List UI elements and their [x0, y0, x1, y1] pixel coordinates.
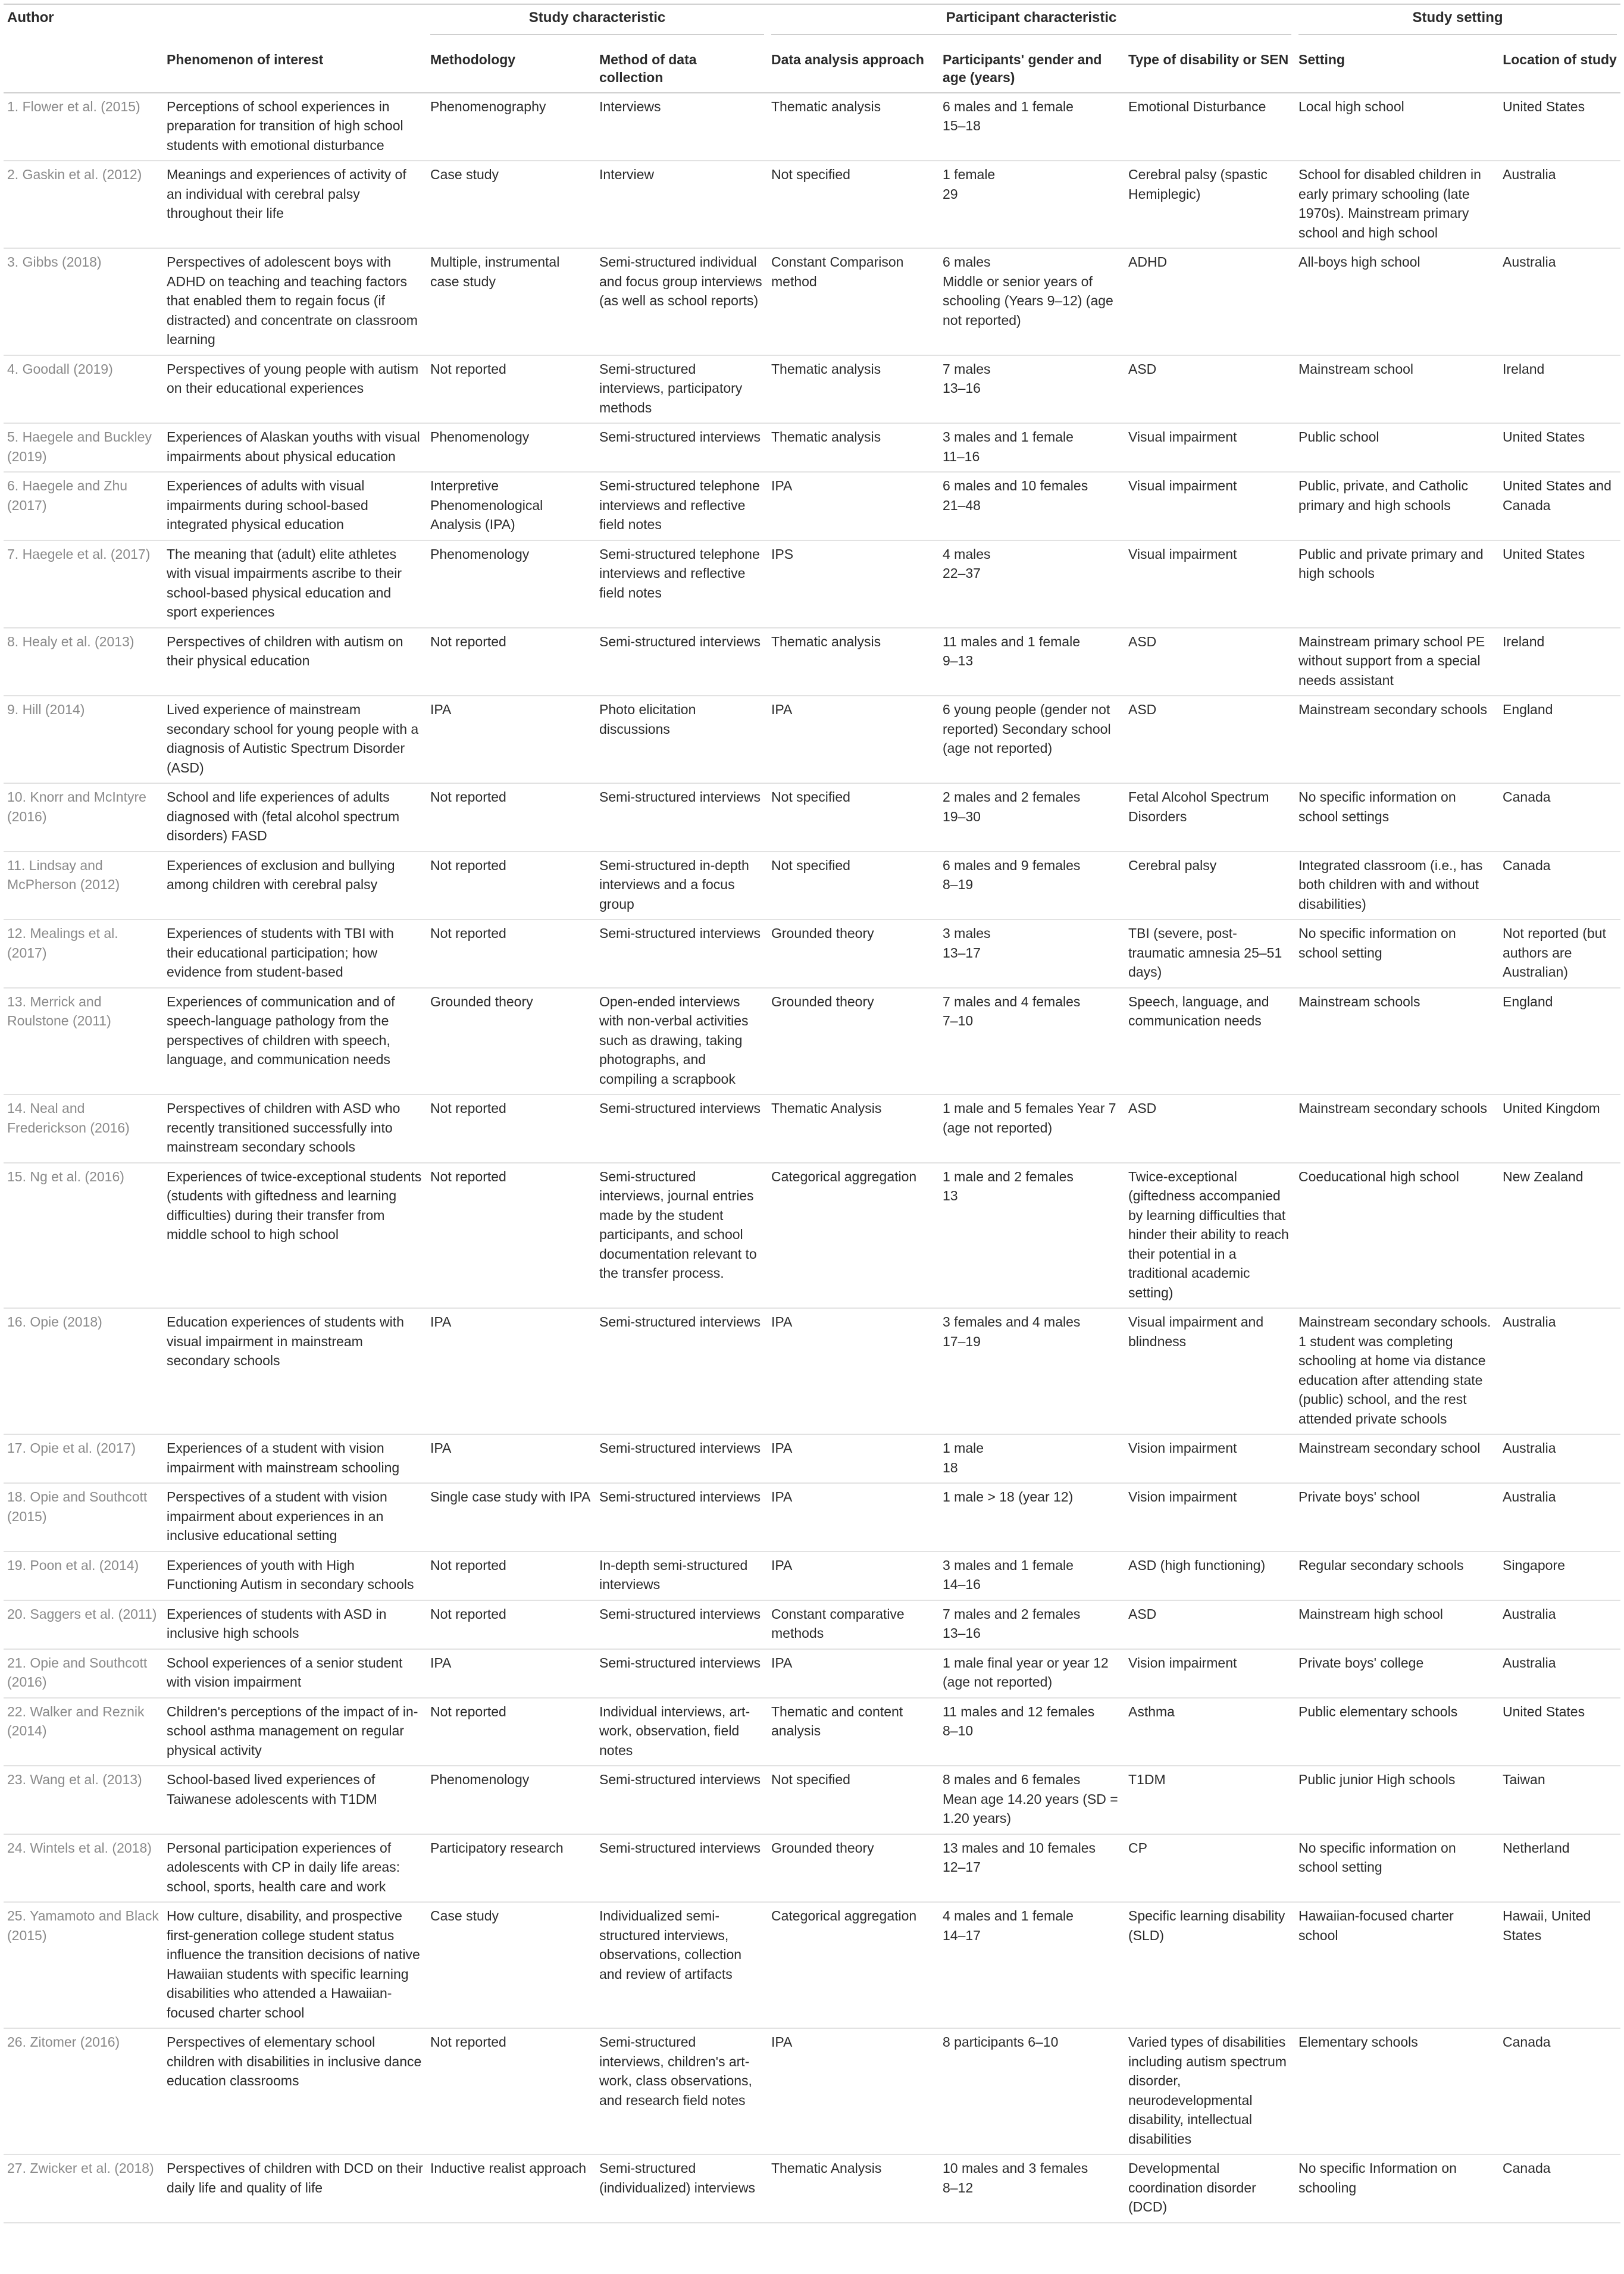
- cell-data-collection: Semi-structured (individualized) interviews: [596, 2154, 768, 2223]
- study-characteristics-table: [4, 4, 1620, 2223]
- cell-phenomenon: The meaning that (adult) elite athletes with visual impairments ascribe to their school-based physical education and sport experiences: [163, 540, 427, 628]
- table-row: [4, 1834, 1620, 1903]
- cell-disability: Vision impairment: [1125, 1649, 1295, 1698]
- table-row: [4, 2028, 1620, 2154]
- cell-location: Taiwan: [1499, 1766, 1620, 1834]
- cell-data-collection: Semi-structured individual and focus group interviews (as well as school reports): [596, 248, 768, 355]
- cell-setting: Public elementary schools: [1295, 1698, 1499, 1766]
- cell-methodology: IPA: [427, 1308, 596, 1434]
- cell-analysis: IPA: [768, 1434, 939, 1483]
- cell-author: 21. Opie and Southcott (2016): [4, 1649, 163, 1698]
- cell-author: 13. Merrick and Roulstone (2011): [4, 988, 163, 1095]
- table-row: [4, 1552, 1620, 1600]
- table-row: [4, 540, 1620, 628]
- cell-methodology: Phenomenology: [427, 540, 596, 628]
- table-row: [4, 696, 1620, 783]
- cell-analysis: IPA: [768, 1308, 939, 1434]
- cell-methodology: Not reported: [427, 355, 596, 424]
- cell-phenomenon: How culture, disability, and prospective first-generation college student status influence the transition decisions of native Hawaiian students with specific learning disabilities who attended a Hawaiian-focused charter school: [163, 1902, 427, 2028]
- col-analysis: Data analysis approach: [768, 46, 939, 93]
- cell-analysis: Thematic Analysis: [768, 1094, 939, 1163]
- cell-setting: Mainstream schools: [1295, 988, 1499, 1095]
- cell-participants: 10 males and 3 females 8–12: [939, 2154, 1125, 2223]
- author-header: Author: [4, 4, 163, 46]
- cell-disability: Cerebral palsy (spastic Hemiplegic): [1125, 161, 1295, 248]
- cell-analysis: Not specified: [768, 783, 939, 852]
- cell-data-collection: Semi-structured interviews: [596, 628, 768, 696]
- cell-location: Netherland: [1499, 1834, 1620, 1903]
- cell-disability: ASD: [1125, 696, 1295, 783]
- cell-disability: Visual impairment: [1125, 423, 1295, 472]
- cell-phenomenon: Perspectives of young people with autism on their educational experiences: [163, 355, 427, 424]
- col-disability: Type of disability or SEN: [1125, 46, 1295, 93]
- cell-setting: No specific Information on schooling: [1295, 2154, 1499, 2223]
- col-methodology: Methodology: [427, 46, 596, 93]
- table-row: [4, 628, 1620, 696]
- cell-disability: Specific learning disability (SLD): [1125, 1902, 1295, 2028]
- cell-setting: Mainstream primary school PE without support from a special needs assistant: [1295, 628, 1499, 696]
- cell-author: 12. Mealings et al. (2017): [4, 919, 163, 988]
- cell-location: United States: [1499, 540, 1620, 628]
- cell-author: 10. Knorr and McIntyre (2016): [4, 783, 163, 852]
- cell-methodology: Not reported: [427, 1094, 596, 1163]
- cell-data-collection: Semi-structured interviews, participatory methods: [596, 355, 768, 424]
- cell-data-collection: Semi-structured interviews: [596, 1308, 768, 1434]
- table-row: [4, 248, 1620, 355]
- cell-data-collection: Semi-structured interviews: [596, 1483, 768, 1552]
- cell-disability: CP: [1125, 1834, 1295, 1903]
- cell-disability: Developmental coordination disorder (DCD): [1125, 2154, 1295, 2223]
- cell-methodology: Interpretive Phenomenological Analysis (IPA): [427, 472, 596, 540]
- cell-author: 14. Neal and Frederickson (2016): [4, 1094, 163, 1163]
- cell-data-collection: Semi-structured interviews: [596, 919, 768, 988]
- cell-disability: Asthma: [1125, 1698, 1295, 1766]
- cell-analysis: IPA: [768, 472, 939, 540]
- table-row: [4, 1649, 1620, 1698]
- cell-participants: 13 males and 10 females 12–17: [939, 1834, 1125, 1903]
- cell-data-collection: Semi-structured interviews: [596, 423, 768, 472]
- cell-methodology: Single case study with IPA: [427, 1483, 596, 1552]
- cell-disability: Vision impairment: [1125, 1434, 1295, 1483]
- cell-phenomenon: Education experiences of students with visual impairment in mainstream secondary schools: [163, 1308, 427, 1434]
- cell-disability: Varied types of disabilities including autism spectrum disorder, neurodevelopmental disability, intellectual disabilities: [1125, 2028, 1295, 2154]
- cell-participants: 8 participants 6–10: [939, 2028, 1125, 2154]
- cell-location: United States and Canada: [1499, 472, 1620, 540]
- cell-disability: Twice-exceptional (giftedness accompanied by learning difficulties that hinder their ability to reach their potential in a traditional academic setting): [1125, 1163, 1295, 1309]
- cell-location: Australia: [1499, 1649, 1620, 1698]
- cell-phenomenon: Perspectives of children with DCD on their daily life and quality of life: [163, 2154, 427, 2223]
- cell-analysis: Categorical aggregation: [768, 1902, 939, 2028]
- cell-phenomenon: School and life experiences of adults diagnosed with (fetal alcohol spectrum disorders) FASD: [163, 783, 427, 852]
- cell-location: England: [1499, 988, 1620, 1095]
- cell-setting: Mainstream secondary school: [1295, 1434, 1499, 1483]
- cell-methodology: Not reported: [427, 1163, 596, 1309]
- cell-setting: Private boys' school: [1295, 1483, 1499, 1552]
- cell-disability: ADHD: [1125, 248, 1295, 355]
- cell-methodology: Case study: [427, 161, 596, 248]
- cell-author: 2. Gaskin et al. (2012): [4, 161, 163, 248]
- cell-phenomenon: Perspectives of elementary school children with disabilities in inclusive dance education classrooms: [163, 2028, 427, 2154]
- cell-methodology: Case study: [427, 1902, 596, 2028]
- cell-location: New Zealand: [1499, 1163, 1620, 1309]
- cell-disability: ASD: [1125, 1094, 1295, 1163]
- cell-phenomenon: Lived experience of mainstream secondary school for young people with a diagnosis of Autistic Spectrum Disorder (ASD): [163, 696, 427, 783]
- cell-methodology: Inductive realist approach: [427, 2154, 596, 2223]
- cell-location: Australia: [1499, 1434, 1620, 1483]
- cell-analysis: Thematic analysis: [768, 423, 939, 472]
- cell-location: Australia: [1499, 161, 1620, 248]
- cell-location: Australia: [1499, 1600, 1620, 1649]
- participant-characteristic-header: Participant characteristic: [768, 4, 1295, 46]
- cell-phenomenon: Experiences of communication and of speech-language pathology from the perspectives of children with speech, language, and communication needs: [163, 988, 427, 1095]
- cell-location: Singapore: [1499, 1552, 1620, 1600]
- cell-methodology: Not reported: [427, 783, 596, 852]
- cell-data-collection: Semi-structured telephone interviews and reflective field notes: [596, 540, 768, 628]
- cell-phenomenon: Experiences of students with ASD in inclusive high schools: [163, 1600, 427, 1649]
- cell-analysis: Thematic analysis: [768, 355, 939, 424]
- study-setting-header: Study setting: [1295, 4, 1620, 46]
- cell-participants: 6 males and 1 female 15–18: [939, 93, 1125, 161]
- cell-analysis: Categorical aggregation: [768, 1163, 939, 1309]
- cell-author: 9. Hill (2014): [4, 696, 163, 783]
- cell-analysis: IPS: [768, 540, 939, 628]
- cell-analysis: IPA: [768, 1483, 939, 1552]
- cell-author: 18. Opie and Southcott (2015): [4, 1483, 163, 1552]
- cell-data-collection: Semi-structured interviews, journal entries made by the student participants, and school documentation relevant to the transfer process.: [596, 1163, 768, 1309]
- cell-disability: ASD: [1125, 355, 1295, 424]
- cell-author: 5. Haegele and Buckley (2019): [4, 423, 163, 472]
- cell-methodology: Not reported: [427, 628, 596, 696]
- cell-data-collection: Semi-structured interviews: [596, 1600, 768, 1649]
- column-header-row: [4, 46, 1620, 93]
- cell-location: United States: [1499, 93, 1620, 161]
- cell-data-collection: In-depth semi-structured interviews: [596, 1552, 768, 1600]
- cell-participants: 4 males 22–37: [939, 540, 1125, 628]
- cell-phenomenon: Personal participation experiences of adolescents with CP in daily life areas: school, sports, health care and work: [163, 1834, 427, 1903]
- col-phenomenon: Phenomenon of interest: [163, 46, 427, 93]
- cell-participants: 4 males and 1 female 14–17: [939, 1902, 1125, 2028]
- cell-participants: 1 male and 5 females Year 7 (age not reported): [939, 1094, 1125, 1163]
- group-header-row: [4, 4, 1620, 46]
- cell-setting: Coeducational high school: [1295, 1163, 1499, 1309]
- cell-disability: ASD: [1125, 628, 1295, 696]
- table-row: [4, 1434, 1620, 1483]
- cell-methodology: IPA: [427, 1434, 596, 1483]
- cell-data-collection: Semi-structured in-depth interviews and a focus group: [596, 852, 768, 920]
- cell-author: 27. Zwicker et al. (2018): [4, 2154, 163, 2223]
- table-row: [4, 423, 1620, 472]
- cell-participants: 7 males 13–16: [939, 355, 1125, 424]
- cell-participants: 6 males Middle or senior years of schooling (Years 9–12) (age not reported): [939, 248, 1125, 355]
- cell-methodology: Grounded theory: [427, 988, 596, 1095]
- cell-participants: 7 males and 4 females 7–10: [939, 988, 1125, 1095]
- cell-analysis: Thematic analysis: [768, 628, 939, 696]
- cell-author: 26. Zitomer (2016): [4, 2028, 163, 2154]
- cell-phenomenon: Experiences of Alaskan youths with visual impairments about physical education: [163, 423, 427, 472]
- cell-phenomenon: School experiences of a senior student with vision impairment: [163, 1649, 427, 1698]
- cell-setting: No specific information on school settings: [1295, 783, 1499, 852]
- cell-data-collection: Semi-structured telephone interviews and reflective field notes: [596, 472, 768, 540]
- cell-author: 7. Haegele et al. (2017): [4, 540, 163, 628]
- cell-author: 11. Lindsay and McPherson (2012): [4, 852, 163, 920]
- cell-data-collection: Interviews: [596, 93, 768, 161]
- table-row: [4, 1163, 1620, 1309]
- cell-disability: TBI (severe, post-traumatic amnesia 25–51 days): [1125, 919, 1295, 988]
- table-row: [4, 161, 1620, 248]
- cell-setting: Mainstream secondary schools. 1 student was completing schooling at home via distance education after attending state (public) school, and the rest attended private schools: [1295, 1308, 1499, 1434]
- table-row: [4, 919, 1620, 988]
- cell-author: 19. Poon et al. (2014): [4, 1552, 163, 1600]
- cell-setting: Public school: [1295, 423, 1499, 472]
- cell-phenomenon: Experiences of youth with High Functioning Autism in secondary schools: [163, 1552, 427, 1600]
- cell-disability: Visual impairment: [1125, 472, 1295, 540]
- cell-setting: No specific information on school setting: [1295, 919, 1499, 988]
- cell-disability: Fetal Alcohol Spectrum Disorders: [1125, 783, 1295, 852]
- cell-methodology: Not reported: [427, 1600, 596, 1649]
- cell-location: Australia: [1499, 1483, 1620, 1552]
- cell-analysis: Grounded theory: [768, 919, 939, 988]
- cell-methodology: Multiple, instrumental case study: [427, 248, 596, 355]
- cell-analysis: Not specified: [768, 1766, 939, 1834]
- cell-disability: Emotional Disturbance: [1125, 93, 1295, 161]
- cell-data-collection: Semi-structured interviews: [596, 783, 768, 852]
- cell-setting: Mainstream high school: [1295, 1600, 1499, 1649]
- cell-methodology: Not reported: [427, 1552, 596, 1600]
- cell-author: 16. Opie (2018): [4, 1308, 163, 1434]
- cell-participants: 3 males and 1 female 14–16: [939, 1552, 1125, 1600]
- cell-location: Australia: [1499, 248, 1620, 355]
- cell-analysis: Thematic Analysis: [768, 2154, 939, 2223]
- table-row: [4, 1766, 1620, 1834]
- cell-phenomenon: Experiences of exclusion and bullying among children with cerebral palsy: [163, 852, 427, 920]
- cell-author: 23. Wang et al. (2013): [4, 1766, 163, 1834]
- col-setting: Setting: [1295, 46, 1499, 93]
- table-row: [4, 783, 1620, 852]
- cell-data-collection: Semi-structured interviews: [596, 1766, 768, 1834]
- cell-data-collection: Individual interviews, art-work, observation, field notes: [596, 1698, 768, 1766]
- cell-phenomenon: Perspectives of a student with vision impairment about experiences in an inclusive educational setting: [163, 1483, 427, 1552]
- cell-methodology: Phenomenology: [427, 423, 596, 472]
- cell-location: Ireland: [1499, 355, 1620, 424]
- cell-analysis: IPA: [768, 696, 939, 783]
- cell-author: 15. Ng et al. (2016): [4, 1163, 163, 1309]
- cell-disability: Speech, language, and communication needs: [1125, 988, 1295, 1095]
- cell-data-collection: Photo elicitation discussions: [596, 696, 768, 783]
- cell-author: 22. Walker and Reznik (2014): [4, 1698, 163, 1766]
- cell-participants: 1 male > 18 (year 12): [939, 1483, 1125, 1552]
- cell-methodology: Not reported: [427, 2028, 596, 2154]
- cell-setting: All-boys high school: [1295, 248, 1499, 355]
- cell-author: 3. Gibbs (2018): [4, 248, 163, 355]
- cell-phenomenon: Perspectives of adolescent boys with ADHD on teaching and teaching factors that enabled them to regain focus (if distracted) and concentrate on classroom learning: [163, 248, 427, 355]
- cell-data-collection: Individualized semi-structured interviews, observations, collection and review of artifacts: [596, 1902, 768, 2028]
- table-row: [4, 1902, 1620, 2028]
- cell-participants: 8 males and 6 females Mean age 14.20 years (SD = 1.20 years): [939, 1766, 1125, 1834]
- cell-setting: No specific information on school setting: [1295, 1834, 1499, 1903]
- cell-location: Canada: [1499, 783, 1620, 852]
- cell-author: 20. Saggers et al. (2011): [4, 1600, 163, 1649]
- cell-disability: Vision impairment: [1125, 1483, 1295, 1552]
- cell-setting: Private boys' college: [1295, 1649, 1499, 1698]
- cell-location: United States: [1499, 1698, 1620, 1766]
- cell-analysis: Grounded theory: [768, 988, 939, 1095]
- table-row: [4, 1698, 1620, 1766]
- cell-author: 1. Flower et al. (2015): [4, 93, 163, 161]
- cell-location: Canada: [1499, 2154, 1620, 2223]
- cell-participants: 11 males and 12 females 8–10: [939, 1698, 1125, 1766]
- cell-location: Australia: [1499, 1308, 1620, 1434]
- cell-analysis: Not specified: [768, 161, 939, 248]
- table-row: [4, 1600, 1620, 1649]
- cell-phenomenon: Perceptions of school experiences in preparation for transition of high school students with emotional disturbance: [163, 93, 427, 161]
- cell-disability: ASD (high functioning): [1125, 1552, 1295, 1600]
- cell-location: England: [1499, 696, 1620, 783]
- table-row: [4, 93, 1620, 161]
- cell-author: 25. Yamamoto and Black (2015): [4, 1902, 163, 2028]
- cell-disability: T1DM: [1125, 1766, 1295, 1834]
- cell-disability: ASD: [1125, 1600, 1295, 1649]
- cell-setting: Hawaiian-focused charter school: [1295, 1902, 1499, 2028]
- table-row: [4, 2154, 1620, 2223]
- cell-analysis: Grounded theory: [768, 1834, 939, 1903]
- cell-phenomenon: Meanings and experiences of activity of an individual with cerebral palsy throughout their life: [163, 161, 427, 248]
- cell-participants: 1 male and 2 females 13: [939, 1163, 1125, 1309]
- cell-location: Ireland: [1499, 628, 1620, 696]
- table-row: [4, 1094, 1620, 1163]
- table-row: [4, 988, 1620, 1095]
- cell-setting: Public junior High schools: [1295, 1766, 1499, 1834]
- table-row: [4, 1483, 1620, 1552]
- cell-participants: 1 female 29: [939, 161, 1125, 248]
- cell-phenomenon: Perspectives of children with autism on their physical education: [163, 628, 427, 696]
- cell-analysis: IPA: [768, 2028, 939, 2154]
- cell-location: United States: [1499, 423, 1620, 472]
- cell-location: Canada: [1499, 2028, 1620, 2154]
- cell-participants: 2 males and 2 females 19–30: [939, 783, 1125, 852]
- cell-participants: 1 male final year or year 12 (age not reported): [939, 1649, 1125, 1698]
- cell-data-collection: Semi-structured interviews: [596, 1649, 768, 1698]
- cell-methodology: Not reported: [427, 1698, 596, 1766]
- cell-data-collection: Semi-structured interviews: [596, 1434, 768, 1483]
- cell-participants: 3 males 13–17: [939, 919, 1125, 988]
- cell-setting: Mainstream school: [1295, 355, 1499, 424]
- table-row: [4, 355, 1620, 424]
- cell-setting: Public and private primary and high schools: [1295, 540, 1499, 628]
- cell-analysis: Constant Comparison method: [768, 248, 939, 355]
- cell-phenomenon: Experiences of a student with vision impairment with mainstream schooling: [163, 1434, 427, 1483]
- table-row: [4, 1308, 1620, 1434]
- cell-setting: Mainstream secondary schools: [1295, 1094, 1499, 1163]
- cell-setting: Public, private, and Catholic primary and high schools: [1295, 472, 1499, 540]
- cell-analysis: Thematic analysis: [768, 93, 939, 161]
- cell-phenomenon: Perspectives of children with ASD who recently transitioned successfully into mainstream secondary schools: [163, 1094, 427, 1163]
- cell-phenomenon: Children's perceptions of the impact of in-school asthma management on regular physical activity: [163, 1698, 427, 1766]
- col-data-collection: Method of data collection: [596, 46, 768, 93]
- cell-participants: 11 males and 1 female 9–13: [939, 628, 1125, 696]
- cell-location: Not reported (but authors are Australian): [1499, 919, 1620, 988]
- cell-author: 24. Wintels et al. (2018): [4, 1834, 163, 1903]
- cell-setting: Local high school: [1295, 93, 1499, 161]
- cell-setting: School for disabled children in early primary schooling (late 1970s). Mainstream primary school and high school: [1295, 161, 1499, 248]
- cell-disability: Visual impairment and blindness: [1125, 1308, 1295, 1434]
- cell-methodology: Not reported: [427, 919, 596, 988]
- cell-author: 17. Opie et al. (2017): [4, 1434, 163, 1483]
- col-participants: Participants' gender and age (years): [939, 46, 1125, 93]
- cell-analysis: IPA: [768, 1552, 939, 1600]
- cell-setting: Mainstream secondary schools: [1295, 696, 1499, 783]
- cell-participants: 3 females and 4 males 17–19: [939, 1308, 1125, 1434]
- cell-data-collection: Semi-structured interviews, children's art- work, class observations, and research field notes: [596, 2028, 768, 2154]
- cell-analysis: Constant comparative methods: [768, 1600, 939, 1649]
- cell-participants: 3 males and 1 female 11–16: [939, 423, 1125, 472]
- cell-participants: 6 males and 10 females 21–48: [939, 472, 1125, 540]
- cell-methodology: IPA: [427, 696, 596, 783]
- cell-participants: 7 males and 2 females 13–16: [939, 1600, 1125, 1649]
- cell-participants: 6 males and 9 females 8–19: [939, 852, 1125, 920]
- cell-analysis: IPA: [768, 1649, 939, 1698]
- cell-methodology: IPA: [427, 1649, 596, 1698]
- table-row: [4, 472, 1620, 540]
- table-row: [4, 852, 1620, 920]
- cell-setting: Regular secondary schools: [1295, 1552, 1499, 1600]
- cell-data-collection: Open-ended interviews with non-verbal activities such as drawing, taking photographs, and compiling a scrapbook: [596, 988, 768, 1095]
- cell-location: United Kingdom: [1499, 1094, 1620, 1163]
- cell-disability: Visual impairment: [1125, 540, 1295, 628]
- cell-analysis: Thematic and content analysis: [768, 1698, 939, 1766]
- cell-setting: Integrated classroom (i.e., has both children with and without disabilities): [1295, 852, 1499, 920]
- cell-author: 6. Haegele and Zhu (2017): [4, 472, 163, 540]
- cell-methodology: Phenomenography: [427, 93, 596, 161]
- cell-data-collection: Interview: [596, 161, 768, 248]
- cell-author: 8. Healy et al. (2013): [4, 628, 163, 696]
- cell-location: Hawaii, United States: [1499, 1902, 1620, 2028]
- col-location: Location of study: [1499, 46, 1620, 93]
- cell-location: Canada: [1499, 852, 1620, 920]
- cell-phenomenon: School-based lived experiences of Taiwanese adolescents with T1DM: [163, 1766, 427, 1834]
- cell-author: 4. Goodall (2019): [4, 355, 163, 424]
- cell-methodology: Not reported: [427, 852, 596, 920]
- cell-analysis: Not specified: [768, 852, 939, 920]
- cell-phenomenon: Experiences of adults with visual impairments during school-based integrated physical education: [163, 472, 427, 540]
- cell-phenomenon: Experiences of twice-exceptional students (students with giftedness and learning difficulties) during their transfer from middle school to high school: [163, 1163, 427, 1309]
- cell-participants: 6 young people (gender not reported) Secondary school (age not reported): [939, 696, 1125, 783]
- study-characteristic-header: Study characteristic: [427, 4, 768, 46]
- cell-phenomenon: Experiences of students with TBI with their educational participation; how evidence from student-based: [163, 919, 427, 988]
- cell-setting: Elementary schools: [1295, 2028, 1499, 2154]
- cell-data-collection: Semi-structured interviews: [596, 1094, 768, 1163]
- cell-methodology: Participatory research: [427, 1834, 596, 1903]
- cell-data-collection: Semi-structured interviews: [596, 1834, 768, 1903]
- cell-methodology: Phenomenology: [427, 1766, 596, 1834]
- cell-disability: Cerebral palsy: [1125, 852, 1295, 920]
- cell-participants: 1 male 18: [939, 1434, 1125, 1483]
